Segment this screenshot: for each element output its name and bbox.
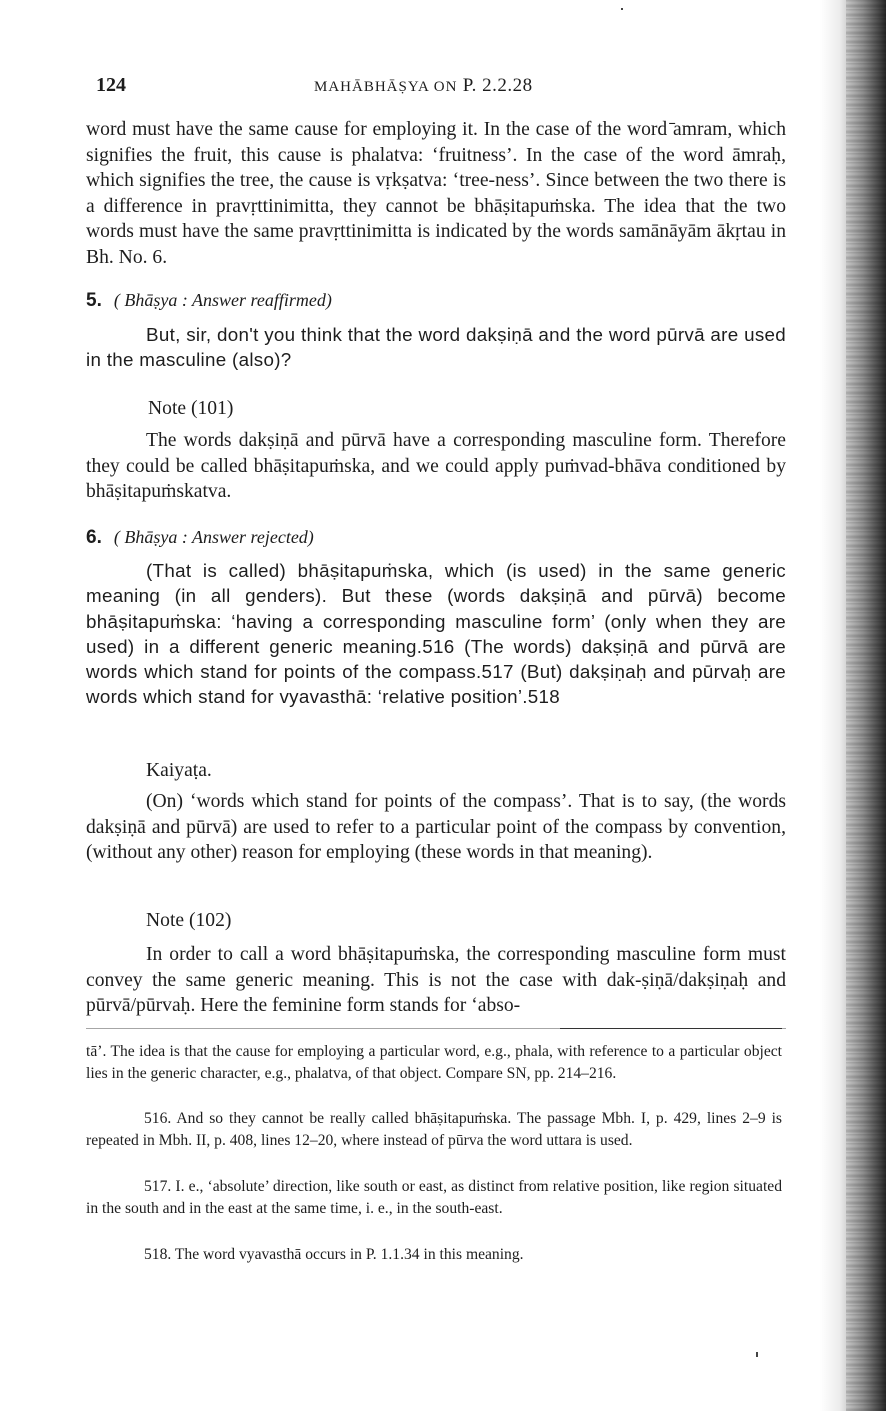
footnote-518: 518. The word vyavasthā occurs in P. 1.1.34 in this meaning. <box>144 1246 524 1263</box>
section-6-heading <box>86 527 314 549</box>
binding-texture <box>846 0 886 1411</box>
scan-speck <box>756 1352 758 1357</box>
note-102-label: Note (102) <box>146 910 232 931</box>
section-5-text: But, sir, don't you think that the word dakṣiṇā and the word pūrvā are used in the masculine (also)? <box>86 324 786 371</box>
footnote-continuation: tā’. The idea is that the cause for employing a particular word, e.g., phala, with reference to a particular object lies in the generic character, e.g., phalatva, of that object. Compare SN, pp. 214–216. <box>86 1043 782 1082</box>
note-101-text: The words dakṣiṇā and pūrvā have a corresponding masculine form. Therefore they could be called bhāṣitapuṁska, and we could apply puṁvad-bhāva conditioned by bhāṣitapuṁskatva. <box>86 430 786 502</box>
footnote-516: 516. And so they cannot be really called bhāṣitapuṁska. The passage Mbh. I, p. 429, lines 2–9 is repeated in Mbh. II, p. 408, lines 12–20, where instead of pūrva the word uttara is used. <box>86 1110 782 1149</box>
intro-paragraph: word must have the same cause for employing it. In the case of the word ̄amram, which signifies the fruit, this cause is phalatva: ‘fruitness’. In the case of the word āmraḥ, which signifies the tree, the cause is vṛkṣatva: ‘tree-ness’. Since between the two there is a difference in pravṛttinimitta, they cannot be bhāṣitapuṁska. The idea that the two words must have the same pravṛttinimitta is indicated by the words samānāyām ākṛtau in Bh. No. 6. <box>86 119 786 268</box>
running-head-title: MAHĀBHĀṢYA ON <box>314 79 458 95</box>
footnote-517: 517. I. e., ‘absolute’ direction, like south or east, as distinct from relative position, like region situated in the south and in the east at the same time, i. e., in the south-east. <box>86 1178 782 1217</box>
section-5-number: 5. <box>86 290 102 311</box>
kaiyata-label: Kaiyaṭa. <box>146 760 212 781</box>
section-5-heading <box>86 290 332 312</box>
note-102-text: In order to call a word bhāṣitapuṁska, the corresponding masculine form must convey the same generic meaning. This is not the case with dak-ṣiṇā/dakṣiṇaḥ and pūrvā/pūrvaḥ. Here the feminine form stands for ‘abso- <box>86 944 786 1016</box>
section-6-title: ( Bhāṣya : Answer rejected) <box>113 527 314 547</box>
footnote-rule <box>560 1028 782 1029</box>
kaiyata-text: (On) ‘words which stand for points of the compass’. That is to say, (the words dakṣiṇā and pūrvā) are used to refer to a particular point of the compass by convention, (without any other) reason for employing (these words in that meaning). <box>86 791 786 863</box>
running-head-reference: P. 2.2.28 <box>462 75 533 96</box>
running-head <box>314 75 533 97</box>
section-6-text: (That is called) bhāṣitapuṁska, which (is used) in the same generic meaning (in all genders). But these (words dakṣiṇā and pūrvā) become bhāṣitapuṁska: ‘having a corresponding masculine form’ (only when they are used) in a different generic meaning.516 (The words) dakṣiṇā and pūrvā are words which stand for points of the compass.517 (But) dakṣiṇaḥ and pūrvaḥ are words which stand for vyavasthā: ‘relative position’.518 <box>86 560 786 708</box>
section-6-number: 6. <box>86 527 102 548</box>
scan-speck <box>621 8 623 10</box>
page-number: 124 <box>96 74 126 96</box>
page-header <box>92 74 792 102</box>
section-5-title: ( Bhāṣya : Answer reaffirmed) <box>113 290 332 310</box>
note-101-label: Note (101) <box>148 398 234 419</box>
